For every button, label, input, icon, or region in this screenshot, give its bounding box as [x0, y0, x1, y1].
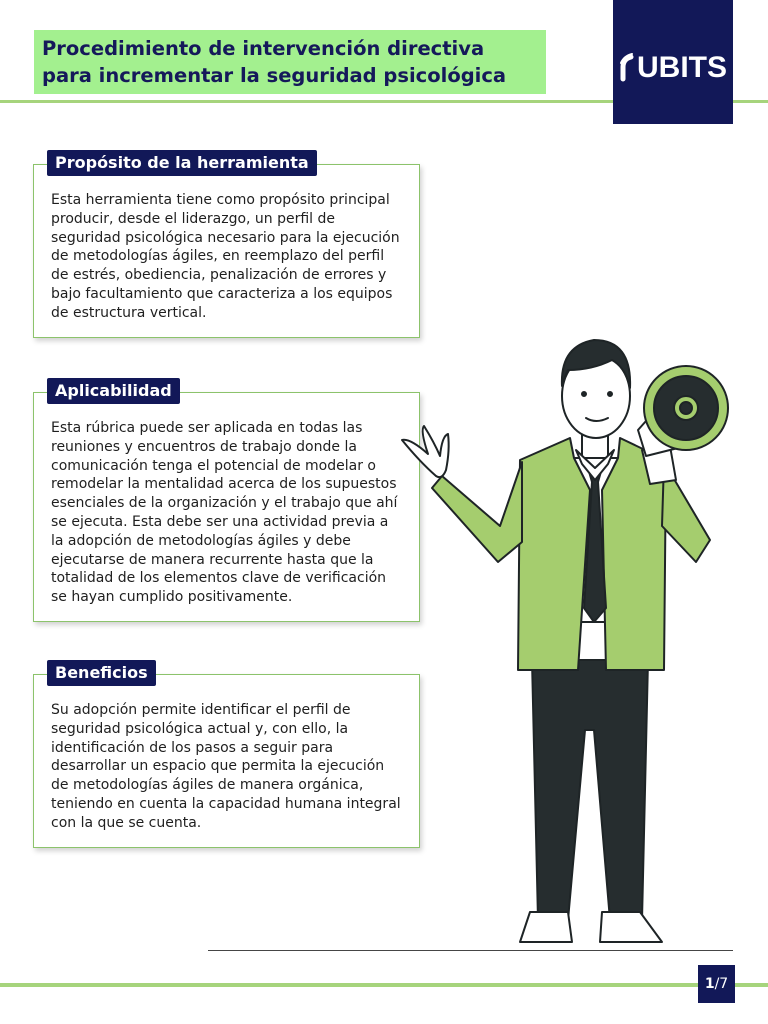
jacket-left [518, 438, 590, 670]
section-card-beneficios [33, 663, 420, 848]
section-card-proposito [33, 153, 420, 338]
page-indicator [698, 965, 735, 1003]
left-hand [402, 426, 449, 477]
page-current: 1 [704, 976, 715, 992]
left-arm [432, 462, 522, 562]
section-body: Esta herramienta tiene como propósito principal producir, desde el liderazgo, un perfil de seguridad psicológica necesario para la ejecución de metodologías ágiles, en reemplazo del perfil de estrés, obediencia, penalización de errores y bajo facultamiento que caracteriza a los equipos de estructura vertical. [51, 192, 400, 321]
trousers [532, 660, 648, 920]
section-card-aplicabilidad [33, 381, 420, 622]
page-total: /7 [714, 976, 729, 992]
right-shoe [600, 912, 662, 942]
section-body: Esta rúbrica puede ser aplicada en todas las reuniones y encuentros de trabajo donde la comunicación tenga el potencial de modelar o remodelar la mentalidad acerca de los supuestos esenciales de la organización y el trabajo que ahí se ejecuta. Esta debe ser una actividad previa a la adopción de metodologías ágiles y debe ejecutarse de manera recurrente hasta que la totalidad de los elementos clave de verificación se hayan cumplido positivamente. [51, 420, 398, 606]
title-line-2: para incrementar la seguridad psicológica [42, 64, 507, 87]
section-heading: Propósito de la herramienta [47, 150, 317, 176]
footer-divider [0, 983, 768, 987]
man-with-megaphone-illustration [380, 330, 740, 960]
title-line-1: Procedimiento de intervención directiva [42, 37, 485, 60]
left-shoe [520, 912, 572, 942]
section-body: Su adopción permite identificar el perfil de seguridad psicológica actual y, con ello, la identificación de los pasos a seguir para desarrollar un espacio que permita la ejecución de metodologías ágiles de manera orgánica, teniendo en cuenta la capacidad humana integral con la que se cuenta. [51, 702, 401, 831]
logo-text: UBITS [637, 51, 727, 84]
ubits-logo [613, 0, 733, 124]
section-heading: Beneficios [47, 660, 156, 686]
section-heading: Aplicabilidad [47, 378, 180, 404]
floor-line [208, 950, 733, 951]
page-title [34, 30, 546, 94]
logo-signal-icon [619, 53, 637, 83]
